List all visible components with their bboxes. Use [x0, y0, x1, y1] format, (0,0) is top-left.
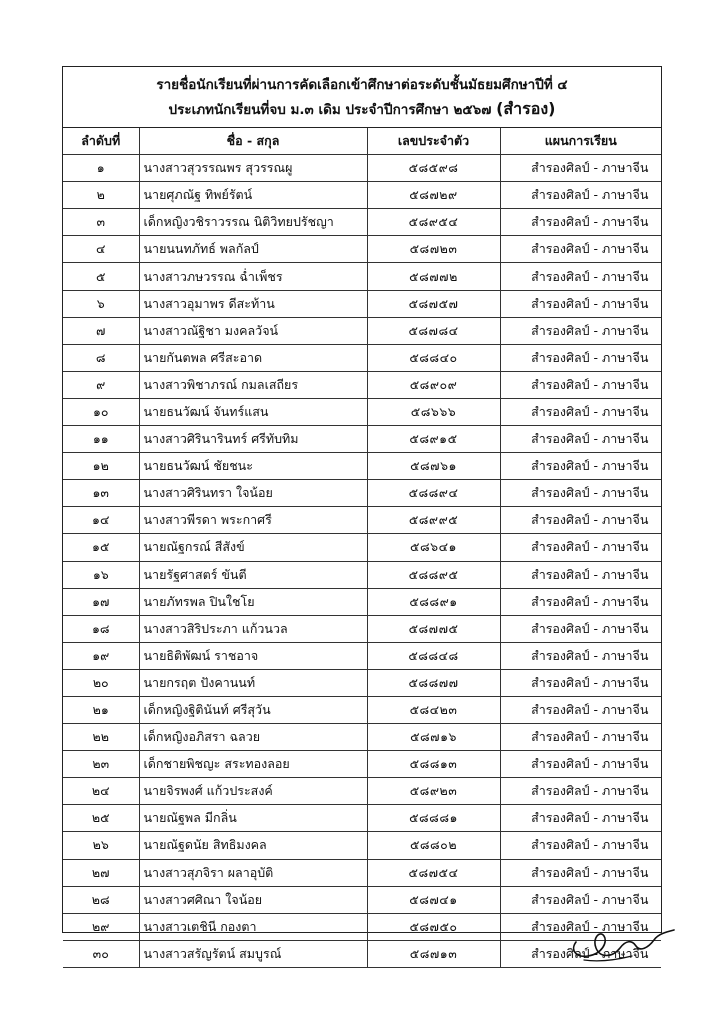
cell-study-plan: สำรองศิลป์ - ภาษาจีน — [500, 940, 661, 967]
cell-study-plan: สำรองศิลป์ - ภาษาจีน — [500, 588, 661, 615]
cell-name: นายธนวัฒน์ ชัยชนะ — [139, 453, 367, 480]
cell-no: ๒๑ — [63, 696, 139, 723]
cell-no: ๒๙ — [63, 913, 139, 940]
cell-no: ๑๙ — [63, 642, 139, 669]
cell-student-id: ๕๘๗๗๕ — [367, 615, 500, 642]
cell-student-id: ๕๘๙๒๓ — [367, 778, 500, 805]
table-row — [63, 832, 661, 859]
cell-study-plan: สำรองศิลป์ - ภาษาจีน — [500, 398, 661, 425]
cell-name: นายณัฐกรณ์ สีสังข์ — [139, 534, 367, 561]
table-row — [63, 480, 661, 507]
cell-name: นายนนทภัทธ์ พลกัลป์ — [139, 236, 367, 263]
table-row — [63, 317, 661, 344]
cell-name: นางสาวสุวรรณพร สุวรรณผู — [139, 155, 367, 182]
cell-name: เด็กชายพิชญะ สระทองลอย — [139, 751, 367, 778]
cell-no: ๑ — [63, 155, 139, 182]
cell-student-id: ๕๘๗๖๑ — [367, 453, 500, 480]
cell-name: นางสาวสุภจิรา ผลาอุบัติ — [139, 859, 367, 886]
cell-name: นางสาวณัฐิชา มงคลวัจน์ — [139, 317, 367, 344]
cell-name: นายรัฐศาสตร์ ขันตี — [139, 561, 367, 588]
cell-study-plan: สำรองศิลป์ - ภาษาจีน — [500, 913, 661, 940]
column-header-plan: แผนการเรียน — [500, 128, 661, 155]
cell-study-plan: สำรองศิลป์ - ภาษาจีน — [500, 832, 661, 859]
cell-student-id: ๕๘๘๔๘ — [367, 642, 500, 669]
cell-name: นายณัฐดนัย สิทธิมงคล — [139, 832, 367, 859]
cell-no: ๒๔ — [63, 778, 139, 805]
table-row — [63, 669, 661, 696]
cell-study-plan: สำรองศิลป์ - ภาษาจีน — [500, 669, 661, 696]
cell-no: ๒๓ — [63, 751, 139, 778]
cell-name: นางสาวสรัญรัตน์ สมบูรณ์ — [139, 940, 367, 967]
cell-student-id: ๕๘๘๔๐ — [367, 344, 500, 371]
table-row — [63, 209, 661, 236]
cell-no: ๑๑ — [63, 426, 139, 453]
cell-no: ๗ — [63, 317, 139, 344]
cell-no: ๒๖ — [63, 832, 139, 859]
cell-study-plan: สำรองศิลป์ - ภาษาจีน — [500, 371, 661, 398]
table-body — [63, 155, 661, 968]
cell-study-plan: สำรองศิลป์ - ภาษาจีน — [500, 480, 661, 507]
table-row — [63, 371, 661, 398]
cell-study-plan: สำรองศิลป์ - ภาษาจีน — [500, 778, 661, 805]
cell-student-id: ๕๘๖๔๑ — [367, 534, 500, 561]
cell-study-plan: สำรองศิลป์ - ภาษาจีน — [500, 642, 661, 669]
table-row — [63, 859, 661, 886]
cell-no: ๓๐ — [63, 940, 139, 967]
cell-name: นางสาวพีรดา พระกาศรี — [139, 507, 367, 534]
cell-no: ๑๔ — [63, 507, 139, 534]
table-row — [63, 263, 661, 290]
cell-no: ๘ — [63, 344, 139, 371]
table-row — [63, 615, 661, 642]
table-row — [63, 344, 661, 371]
table-row — [63, 778, 661, 805]
cell-student-id: ๕๘๗๘๔ — [367, 317, 500, 344]
cell-no: ๑๗ — [63, 588, 139, 615]
document-header — [63, 67, 661, 128]
column-header-no: ลำดับที่ — [63, 128, 139, 155]
cell-name: นายณัฐพล มีกลิ่น — [139, 805, 367, 832]
cell-student-id: ๕๘๗๗๒ — [367, 263, 500, 290]
table-row — [63, 398, 661, 425]
table-row — [63, 805, 661, 832]
cell-name: เด็กหญิงอภิสรา ฉลวย — [139, 724, 367, 751]
cell-name: นายธนวัฒน์ จันทร์แสน — [139, 398, 367, 425]
cell-student-id: ๕๘๕๙๘ — [367, 155, 500, 182]
table-row — [63, 290, 661, 317]
title-reserve-label: (สำรอง) — [496, 99, 556, 118]
cell-no: ๓ — [63, 209, 139, 236]
cell-name: นางสาวเตชินี กองตา — [139, 913, 367, 940]
cell-study-plan: สำรองศิลป์ - ภาษาจีน — [500, 886, 661, 913]
table-row — [63, 453, 661, 480]
cell-study-plan: สำรองศิลป์ - ภาษาจีน — [500, 182, 661, 209]
cell-study-plan: สำรองศิลป์ - ภาษาจีน — [500, 426, 661, 453]
table-row — [63, 886, 661, 913]
cell-name: นางสาวศศิณา ใจน้อย — [139, 886, 367, 913]
cell-study-plan: สำรองศิลป์ - ภาษาจีน — [500, 724, 661, 751]
cell-student-id: ๕๘๘๙๔ — [367, 480, 500, 507]
cell-student-id: ๕๘๘๐๒ — [367, 832, 500, 859]
cell-name: เด็กหญิงวชิราวรรณ นิติวิทยปรัชญา — [139, 209, 367, 236]
cell-student-id: ๕๘๘๘๑ — [367, 805, 500, 832]
cell-student-id: ๕๘๗๒๓ — [367, 236, 500, 263]
cell-study-plan: สำรองศิลป์ - ภาษาจีน — [500, 236, 661, 263]
cell-student-id: ๕๘๗๕๔ — [367, 859, 500, 886]
cell-student-id: ๕๘๔๒๓ — [367, 696, 500, 723]
cell-name: นางสาวภษวรรณ ฉ่ำเพ็ชร — [139, 263, 367, 290]
cell-study-plan: สำรองศิลป์ - ภาษาจีน — [500, 263, 661, 290]
cell-study-plan: สำรองศิลป์ - ภาษาจีน — [500, 453, 661, 480]
cell-no: ๒๗ — [63, 859, 139, 886]
cell-no: ๕ — [63, 263, 139, 290]
table-row — [63, 236, 661, 263]
table-row — [63, 507, 661, 534]
table-row — [63, 588, 661, 615]
cell-student-id: ๕๘๙๙๕ — [367, 507, 500, 534]
cell-no: ๑๒ — [63, 453, 139, 480]
cell-name: นางสาวศิรินารินทร์ ศรีทับทิม — [139, 426, 367, 453]
cell-study-plan: สำรองศิลป์ - ภาษาจีน — [500, 155, 661, 182]
cell-study-plan: สำรองศิลป์ - ภาษาจีน — [500, 344, 661, 371]
table-row — [63, 182, 661, 209]
table-header-row — [63, 128, 661, 155]
table-row — [63, 534, 661, 561]
cell-name: นายศุภณัฐ ทิพย์รัตน์ — [139, 182, 367, 209]
column-header-id: เลขประจำตัว — [367, 128, 500, 155]
signature — [562, 912, 682, 970]
cell-no: ๑๖ — [63, 561, 139, 588]
table-row — [63, 426, 661, 453]
cell-student-id: ๕๘๘๑๓ — [367, 751, 500, 778]
cell-student-id: ๕๘๘๗๗ — [367, 669, 500, 696]
cell-student-id: ๕๘๙๐๙ — [367, 371, 500, 398]
cell-student-id: ๕๘๗๕๗ — [367, 290, 500, 317]
cell-study-plan: สำรองศิลป์ - ภาษาจีน — [500, 534, 661, 561]
cell-no: ๖ — [63, 290, 139, 317]
cell-student-id: ๕๘๙๕๔ — [367, 209, 500, 236]
document-frame — [62, 66, 662, 961]
cell-no: ๒๕ — [63, 805, 139, 832]
table-row — [63, 724, 661, 751]
cell-no: ๑๐ — [63, 398, 139, 425]
cell-study-plan: สำรองศิลป์ - ภาษาจีน — [500, 615, 661, 642]
cell-no: ๔ — [63, 236, 139, 263]
cell-no: ๙ — [63, 371, 139, 398]
cell-name: นางสาวอุมาพร ดีสะท้าน — [139, 290, 367, 317]
cell-no: ๒๘ — [63, 886, 139, 913]
title-line-2-main: ประเภทนักเรียนที่จบ ม.๓ เดิม ประจำปีการศึกษา ๒๕๖๗ — [168, 102, 497, 118]
cell-study-plan: สำรองศิลป์ - ภาษาจีน — [500, 290, 661, 317]
cell-student-id: ๕๘๗๕๐ — [367, 913, 500, 940]
cell-name: นายภัทรพล ปินใชโย — [139, 588, 367, 615]
student-table — [63, 128, 661, 968]
cell-no: ๑๕ — [63, 534, 139, 561]
table-row — [63, 696, 661, 723]
cell-study-plan: สำรองศิลป์ - ภาษาจีน — [500, 507, 661, 534]
cell-student-id: ๕๘๖๖๖ — [367, 398, 500, 425]
cell-study-plan: สำรองศิลป์ - ภาษาจีน — [500, 317, 661, 344]
cell-name: นายธิติพัฒน์ ราชอาจ — [139, 642, 367, 669]
title-line-1: รายชื่อนักเรียนที่ผ่านการคัดเลือกเข้าศึกษาต่อระดับชั้นมัธยมศึกษาปีที่ ๔ — [156, 77, 568, 93]
cell-no: ๒ — [63, 182, 139, 209]
cell-name: นายจิรพงศ์ แก้วประสงค์ — [139, 778, 367, 805]
cell-student-id: ๕๘๙๑๕ — [367, 426, 500, 453]
cell-no: ๑๓ — [63, 480, 139, 507]
column-header-name: ชื่อ - สกุล — [139, 128, 367, 155]
cell-name: นางสาวสิริประภา แก้วนวล — [139, 615, 367, 642]
cell-study-plan: สำรองศิลป์ - ภาษาจีน — [500, 859, 661, 886]
cell-study-plan: สำรองศิลป์ - ภาษาจีน — [500, 751, 661, 778]
cell-name: นางสาวศิรินทรา ใจน้อย — [139, 480, 367, 507]
cell-student-id: ๕๘๗๑๖ — [367, 724, 500, 751]
cell-no: ๒๒ — [63, 724, 139, 751]
cell-name: นายกรฤต ปังคานนท์ — [139, 669, 367, 696]
cell-study-plan: สำรองศิลป์ - ภาษาจีน — [500, 209, 661, 236]
cell-student-id: ๕๘๗๒๙ — [367, 182, 500, 209]
cell-no: ๑๘ — [63, 615, 139, 642]
table-row — [63, 642, 661, 669]
cell-student-id: ๕๘๘๙๕ — [367, 561, 500, 588]
cell-name: นายกันตพล ศรีสะอาด — [139, 344, 367, 371]
cell-student-id: ๕๘๗๑๓ — [367, 940, 500, 967]
cell-name: เด็กหญิงฐิตินันท์ ศรีสุวัน — [139, 696, 367, 723]
table-row — [63, 155, 661, 182]
cell-study-plan: สำรองศิลป์ - ภาษาจีน — [500, 805, 661, 832]
cell-study-plan: สำรองศิลป์ - ภาษาจีน — [500, 696, 661, 723]
cell-name: นางสาวพิชาภรณ์ กมลเสถียร — [139, 371, 367, 398]
cell-student-id: ๕๘๗๔๑ — [367, 886, 500, 913]
table-row — [63, 751, 661, 778]
cell-student-id: ๕๘๘๙๑ — [367, 588, 500, 615]
cell-no: ๒๐ — [63, 669, 139, 696]
cell-study-plan: สำรองศิลป์ - ภาษาจีน — [500, 561, 661, 588]
table-row — [63, 561, 661, 588]
title-line-2 — [63, 97, 661, 122]
